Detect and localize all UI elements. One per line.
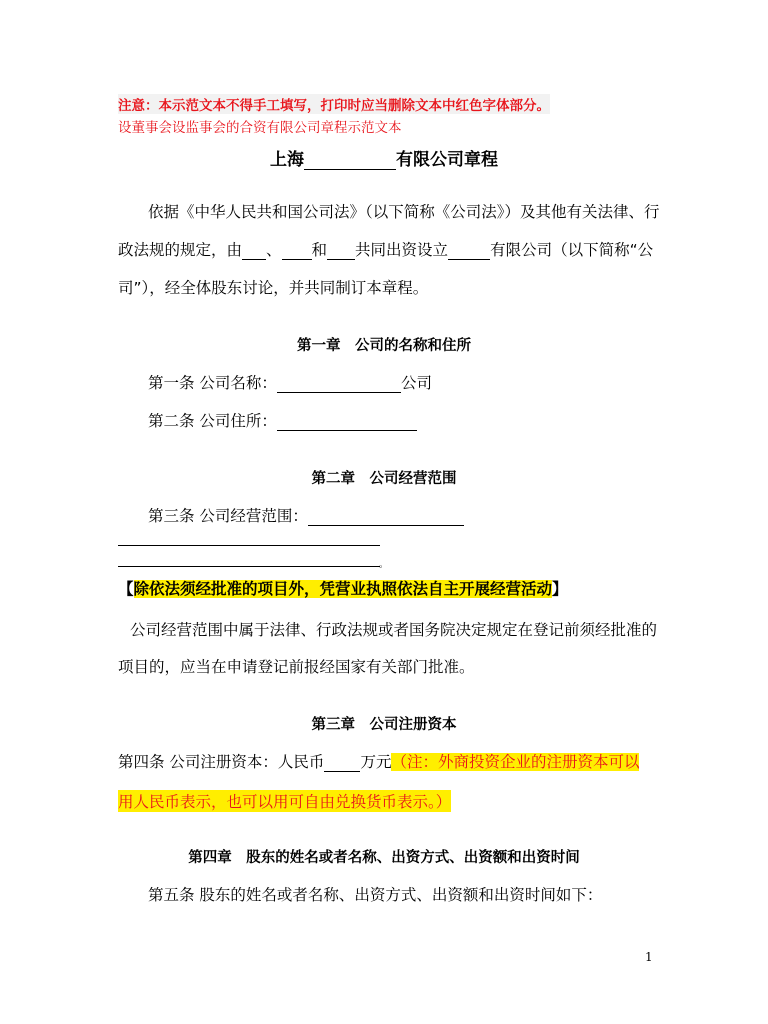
capital-note-line-1: （注：外商投资企业的注册资本可以 <box>391 753 640 771</box>
company-name-blank <box>304 151 396 170</box>
article-4-unit: 万元 <box>360 753 392 771</box>
preamble-line-2 <box>118 238 653 260</box>
bracket-close: 】 <box>552 580 568 598</box>
chapter-2-heading: 第二章 公司经营范围 <box>311 471 457 487</box>
scope-para-line-2: 项目的，应当在申请登记前报经国家有关部门批准。 <box>118 658 475 676</box>
notice-line-2: 设董事会设监事会的合资有限公司章程示范文本 <box>118 120 402 136</box>
company-address-field <box>277 414 417 431</box>
highlighted-scope-text: 除依法须经批准的项目外，凭营业执照依法自主开展经营活动 <box>133 580 553 598</box>
article-5: 第五条 股东的姓名或者名称、出资方式、出资额和出资时间如下： <box>148 886 603 904</box>
preamble-text: 有限公司（以下简称“公 <box>490 241 654 259</box>
article-1 <box>148 371 432 393</box>
article-3 <box>148 504 464 526</box>
article-4 <box>118 750 639 772</box>
preamble-text: 共同出资设立 <box>355 241 449 259</box>
preamble-line-3: 司”），经全体股东讨论，并共同制订本章程。 <box>118 279 429 297</box>
company-name-blank <box>448 243 490 260</box>
chapter-3-heading: 第三章 公司注册资本 <box>311 717 457 733</box>
business-scope-end-mark: 。 <box>379 560 389 570</box>
notice-line-1: 注意：本示范文本不得手工填写，打印时应当删除文本中红色字体部分。 <box>118 94 550 114</box>
preamble-line-1: 依据《中华人民共和国公司法》（以下简称《公司法》）及其他有关法律、行 <box>148 203 660 221</box>
business-scope-line-3 <box>118 566 380 567</box>
title-suffix: 有限公司章程 <box>396 150 498 170</box>
business-scope-field <box>308 509 464 526</box>
preamble-separator: 和 <box>311 241 328 259</box>
article-1-suffix: 公司 <box>400 374 432 392</box>
article-3-label: 第三条 公司经营范围： <box>148 507 308 525</box>
chapter-4-heading: 第四章 股东的姓名或者名称、出资方式、出资额和出资时间 <box>188 850 580 866</box>
page-number: 1 <box>645 950 653 964</box>
article-2 <box>148 409 417 431</box>
shareholder-2-blank <box>282 243 312 260</box>
business-scope-line-2 <box>118 545 380 546</box>
business-scope-bracket <box>118 577 568 599</box>
shareholder-1-blank <box>242 243 266 260</box>
preamble-text: 政法规的规定，由 <box>118 241 243 259</box>
chapter-1-heading: 第一章 公司的名称和住所 <box>297 338 471 354</box>
article-1-label: 第一条 公司名称： <box>148 374 277 392</box>
registered-capital-field <box>324 755 360 772</box>
company-name-field <box>277 376 401 393</box>
shareholder-3-blank <box>327 243 355 260</box>
article-4-label: 第四条 公司注册资本：人民币 <box>118 753 325 771</box>
article-2-label: 第二条 公司住所： <box>148 412 277 430</box>
preamble-separator: 、 <box>266 241 282 259</box>
scope-para-line-1: 公司经营范围中属于法律、行政法规或者国务院决定规定在登记前须经批准的 <box>130 621 658 639</box>
title-prefix: 上海 <box>270 150 304 170</box>
document-title <box>0 145 768 170</box>
bracket-open: 【 <box>118 580 134 598</box>
capital-note-line-2: 用人民币表示，也可以用可自由兑换货币表示。） <box>118 790 451 812</box>
